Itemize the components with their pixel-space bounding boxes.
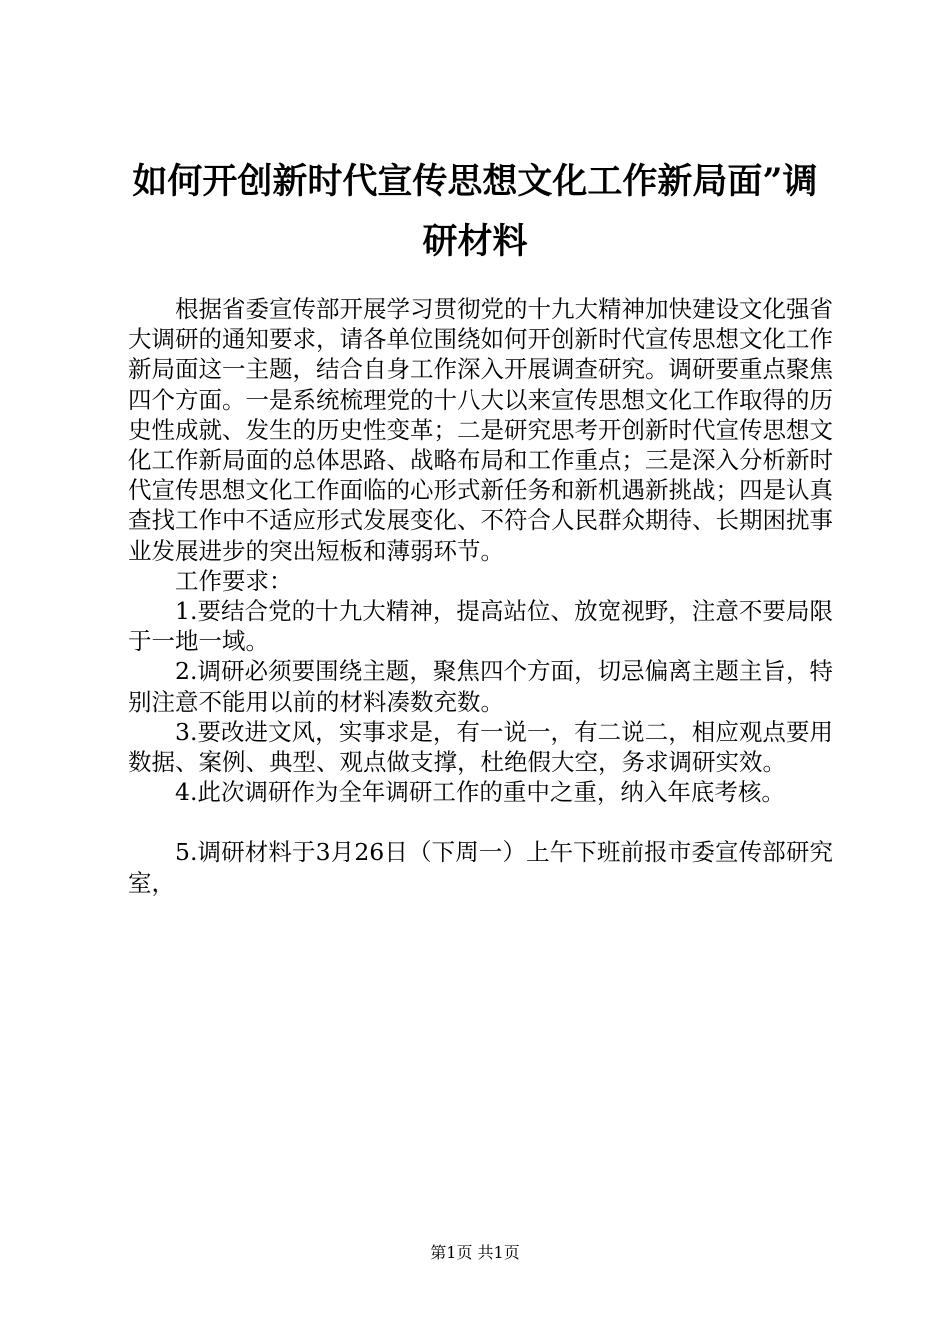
- document-body: [128, 294, 833, 898]
- page-footer: 第1页 共1页: [430, 1243, 520, 1262]
- requirement-item-2: 2.调研必须要围绕主题，聚焦四个方面，切忌偏离主题主旨，特别注意不能用以前的材料凑数充数。: [128, 657, 833, 716]
- requirement-item-1: 1.要结合党的十九大精神，提高站位、放宽视野，注意不要局限于一地一域。: [128, 597, 833, 656]
- paragraph-gap: [128, 807, 833, 837]
- document-title: 如何开创新时代宣传思想文化工作新局面”调研材料: [132, 161, 818, 262]
- requirement-item-4: 4.此次调研作为全年调研工作的重中之重，纳入年底考核。: [175, 778, 785, 807]
- requirements-heading: 工作要求：: [175, 566, 293, 595]
- requirement-item-5: 5.调研材料于3月26日（下周一）上午下班前报市委宣传部研究室，: [128, 838, 833, 897]
- requirement-item-3: 3.要改进文风，实事求是，有一说一，有二说二，相应观点要用数据、案例、典型、观点做支撑，杜绝假大空，务求调研实效。: [128, 717, 833, 777]
- intro-paragraph: 根据省委宣传部开展学习贯彻党的十九大精神加快建设文化强省大调研的通知要求，请各单位围绕如何开创新时代宣传思想文化工作新局面这一主题，结合自身工作深入开展调查研究。调研要重点聚焦四个方面。一是系统梳理党的十八大以来宣传思想文化工作取得的历史性成就、发生的历史性变革；二是研究思考开创新时代宣传思想文化工作新局面的总体思路、战略布局和工作重点；三是深入分析新时代宣传思想文化工作面临的心形式新任务和新机遇新挑战；四是认真查找工作中不适应形式发展变化、不符合人民群众期待、长期困扰事业发展进步的突出短板和薄弱环节。: [128, 295, 833, 565]
